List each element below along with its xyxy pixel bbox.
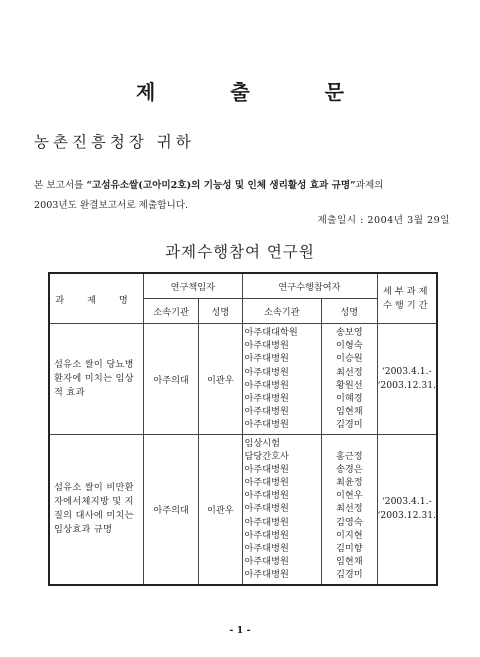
participant-org: 아주대병원 <box>244 556 289 568</box>
participant-org: 아주대병원 <box>244 490 289 502</box>
lead-name-cell: 이관우 <box>199 324 242 435</box>
participant-org: 아주대병원 <box>244 419 289 431</box>
participant-name: 송경은 <box>335 463 363 475</box>
table-row <box>49 324 437 435</box>
participant-org: 아주대대학원 <box>244 327 298 338</box>
participant-org: 아주대병원 <box>244 353 289 365</box>
participant-name: 송보영 <box>335 327 363 338</box>
participant-org: 아주대병원 <box>244 503 289 515</box>
header-part-name: 성명 <box>322 299 377 324</box>
participant-name-list <box>322 434 377 585</box>
participant-org-list <box>242 324 322 435</box>
submission-date: 제출일시 : 2004년 3월 29일 <box>317 215 450 226</box>
participant-name: 김경미 <box>335 419 363 431</box>
recipient-line: 농촌진흥청장 귀하 <box>34 133 195 151</box>
header-lead: 연구책임자 <box>144 273 242 299</box>
participant-name-list <box>322 324 377 435</box>
lead-org-cell: 아주의대 <box>144 324 199 435</box>
participant-org: 아주대병원 <box>244 392 289 404</box>
participant-name: 최윤정 <box>335 477 363 489</box>
participant-name: 임현채 <box>335 556 363 568</box>
participant-name <box>322 437 376 450</box>
participant-org: 아주대병원 <box>244 543 289 554</box>
participant-org: 아주대병원 <box>244 406 289 418</box>
participant-org: 임상시험 <box>244 437 281 449</box>
participant-org: 아주대병원 <box>244 516 289 528</box>
subject-cell: 섬유소 쌀이 비만환자에서체지방 및 지질의 대사에 미치는 임상효과 규명 <box>49 434 144 585</box>
period-start: ‘2003.4.1.- <box>381 365 432 377</box>
header-period-line2: 수행기간 <box>382 299 431 311</box>
participant-name: 이혜경 <box>335 392 363 404</box>
lead-org-cell: 아주의대 <box>144 434 199 585</box>
participant-name: 김경미 <box>335 569 363 581</box>
header-lead-org: 소속기관 <box>144 299 199 324</box>
header-period-line1: 세부과제 <box>382 285 431 297</box>
participant-name: 홍근정 <box>335 450 363 462</box>
participant-name: 최선정 <box>335 366 363 378</box>
participant-org: 아주대병원 <box>244 379 289 391</box>
lead-name-cell: 이관우 <box>199 434 242 585</box>
period-cell <box>377 324 437 435</box>
participant-org: 아주대병원 <box>244 477 289 489</box>
section-subtitle: 과제수행참여 연구원 <box>165 243 315 261</box>
participant-org: 아주대병원 <box>244 340 289 352</box>
header-lead-name: 성명 <box>199 299 242 324</box>
statement-line2: 2003년도 완결보고서로 제출합니다. <box>34 200 189 211</box>
header-subject: 과 제 명 <box>49 273 144 324</box>
period-end: ‘2003.12.31. <box>377 379 436 391</box>
participant-name: 이현우 <box>335 490 363 502</box>
page-title: 제 출 문 <box>136 80 378 104</box>
subject-cell: 섬유소 쌀이 당뇨병 환자에 미치는 임상적 효과 <box>49 324 144 435</box>
project-title-quote: “고섬유소쌀(고아미2호)의 기능성 및 인체 생리활성 효과 규명” <box>86 180 356 191</box>
participant-name: 김미향 <box>335 543 363 554</box>
participant-name: 이승원 <box>335 353 363 365</box>
period-start: ‘2003.4.1.- <box>381 496 432 508</box>
participant-name: 황원선 <box>335 379 363 391</box>
participant-org: 담당간호사 <box>244 450 289 462</box>
header-period <box>377 273 437 324</box>
header-part-org: 소속기관 <box>242 299 322 324</box>
researcher-table <box>48 272 438 586</box>
statement-prefix: 본 보고서를 <box>34 180 87 191</box>
participant-name: 최선정 <box>335 503 363 515</box>
period-end: ‘2003.12.31. <box>377 510 436 522</box>
page-number: - 1 - <box>229 625 251 636</box>
participant-name: 이형숙 <box>335 340 363 352</box>
table-row <box>49 434 437 585</box>
submission-statement <box>34 176 450 216</box>
participant-org: 아주대병원 <box>244 529 289 541</box>
participant-org-list <box>242 434 322 585</box>
participant-org: 아주대병원 <box>244 366 289 378</box>
participant-org: 아주대병원 <box>244 463 289 475</box>
header-participants: 연구수행참여자 <box>242 273 377 299</box>
period-cell <box>377 434 437 585</box>
participant-name: 김영숙 <box>335 516 363 528</box>
participant-name: 이지현 <box>335 529 363 541</box>
participant-name: 임현채 <box>335 406 363 418</box>
statement-suffix: 과제의 <box>355 180 384 191</box>
participant-org: 아주대병원 <box>244 569 289 581</box>
